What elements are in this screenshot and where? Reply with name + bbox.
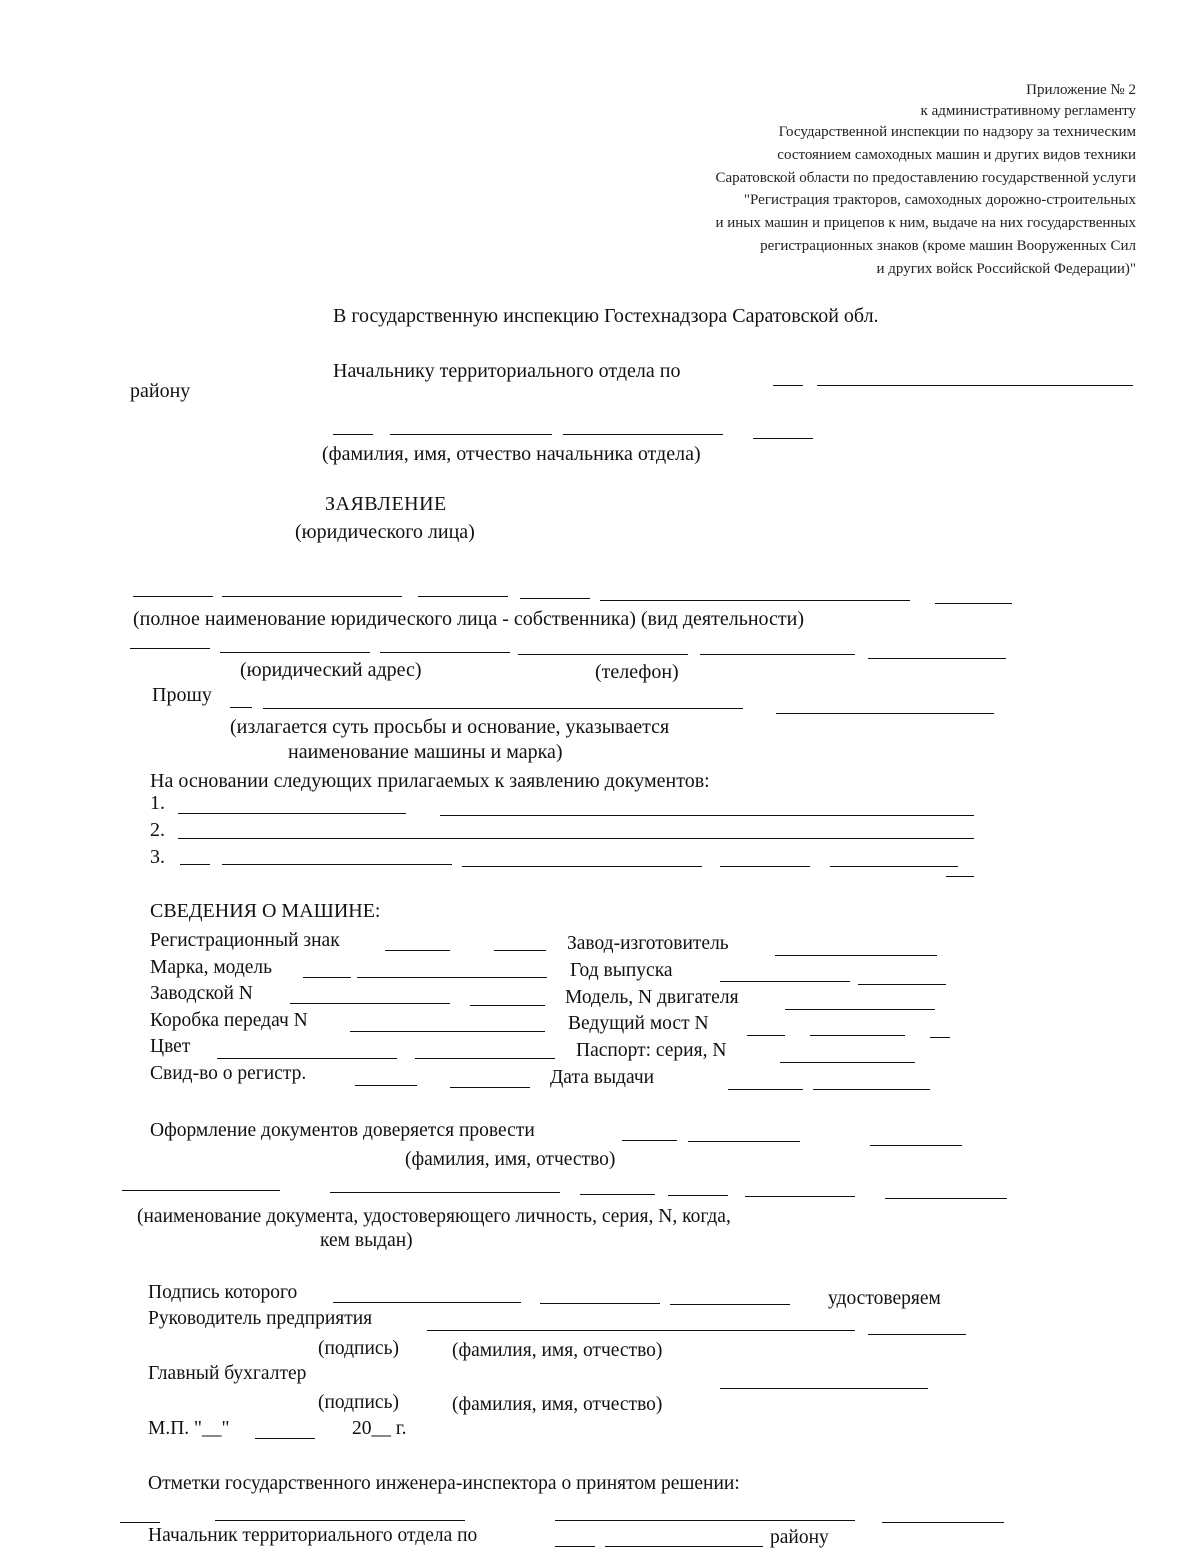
field-reg-certificate: Свид-во о регистр. (150, 1063, 307, 1084)
fill-line (180, 864, 210, 865)
fill-line (390, 434, 552, 435)
fill-line (622, 1140, 677, 1141)
fill-line (440, 815, 974, 816)
fill-line (222, 864, 452, 865)
trust-text: Оформление документов доверяется провести (150, 1120, 535, 1141)
fill-line (775, 955, 937, 956)
field-axle: Ведущий мост N (568, 1013, 709, 1034)
fill-line (563, 434, 723, 435)
fill-line (858, 984, 946, 985)
trust-doc-hint: (наименование документа, удостоверяющего личность, серия, N, когда, (137, 1206, 731, 1227)
addressee-chief: Начальнику территориального отдела по (333, 360, 681, 382)
fill-line (355, 1085, 417, 1086)
seal-date-label: М.П. "__" (148, 1418, 230, 1439)
fill-line (946, 876, 974, 877)
fill-line (868, 1334, 966, 1335)
fill-line (120, 1522, 160, 1523)
head-label: Руководитель предприятия (148, 1308, 373, 1329)
fill-line (930, 1037, 950, 1038)
request-label: Прошу (152, 684, 212, 706)
fill-line (720, 981, 850, 982)
fill-line (333, 1302, 521, 1303)
field-year: Год выпуска (570, 960, 673, 981)
fill-line (462, 866, 702, 867)
fill-line (178, 813, 406, 814)
inspector-district-label: району (770, 1527, 829, 1548)
fio-hint: (фамилия, имя, отчество) (452, 1394, 663, 1415)
fill-line (830, 866, 958, 867)
fill-line (418, 596, 508, 597)
fill-line (222, 596, 402, 597)
request-hint: (излагается суть просьбы и основание, указывается (230, 716, 670, 738)
fill-line (605, 1546, 763, 1547)
fill-line (785, 1009, 935, 1010)
fill-line (817, 385, 1133, 386)
owner-name-hint: (полное наименование юридического лица - собственника) (вид деятельности) (133, 608, 804, 630)
fill-line (813, 1089, 930, 1090)
fill-line (773, 385, 803, 386)
doc-number: 3. (150, 846, 165, 868)
addressee-inspection: В государственную инспекцию Гостехнадзора Саратовской обл. (333, 305, 879, 327)
sign-hint: (подпись) (318, 1338, 399, 1359)
field-gearbox: Коробка передач N (150, 1010, 308, 1031)
fill-line (130, 648, 210, 649)
fill-line (720, 1388, 928, 1389)
fill-line (810, 1035, 905, 1036)
fill-line (780, 1062, 915, 1063)
fill-line (427, 1330, 855, 1331)
fill-line (230, 707, 252, 708)
document-subtitle: (юридического лица) (295, 521, 475, 543)
field-manufacturer: Завод-изготовитель (567, 933, 729, 954)
fill-line (450, 1087, 530, 1088)
appendix-line: Саратовской области по предоставлению государственной услуги (715, 170, 1136, 186)
fill-line (555, 1520, 855, 1521)
fill-line (133, 596, 213, 597)
addressee-district: району (130, 380, 191, 402)
chief-name-hint: (фамилия, имя, отчество начальника отдела) (322, 443, 701, 465)
fio-hint: (фамилия, имя, отчество) (452, 1340, 663, 1361)
fill-line (350, 1031, 545, 1032)
fill-line (885, 1198, 1007, 1199)
field-engine: Модель, N двигателя (565, 987, 739, 1008)
fill-line (178, 838, 974, 839)
appendix-line: и других войск Российской Федерации)" (876, 261, 1136, 277)
fill-line (494, 950, 546, 951)
owner-phone-hint: (телефон) (595, 661, 679, 683)
field-color: Цвет (150, 1036, 191, 1057)
fill-line (688, 1141, 800, 1142)
fill-line (776, 713, 994, 714)
certify-label: удостоверяем (828, 1288, 941, 1309)
fill-line (747, 1035, 785, 1036)
trust-fio-hint: (фамилия, имя, отчество) (405, 1149, 616, 1170)
fill-line (868, 658, 1006, 659)
accountant-label: Главный бухгалтер (148, 1363, 307, 1384)
fill-line (357, 977, 547, 978)
machine-heading: СВЕДЕНИЯ О МАШИНЕ: (150, 900, 381, 922)
fill-line (217, 1058, 397, 1059)
fill-line (555, 1546, 595, 1547)
year-label: 20__ г. (352, 1418, 407, 1439)
fill-line (882, 1522, 1004, 1523)
fill-line (745, 1196, 855, 1197)
fill-line (870, 1145, 962, 1146)
fill-line (380, 652, 510, 653)
document-title: ЗАЯВЛЕНИЕ (325, 493, 447, 515)
fill-line (540, 1303, 660, 1304)
fill-line (720, 866, 810, 867)
fill-line (363, 708, 743, 709)
fill-line (753, 438, 813, 439)
fill-line (220, 652, 370, 653)
fill-line (303, 977, 351, 978)
field-issue-date: Дата выдачи (550, 1067, 655, 1088)
fill-line (330, 1192, 560, 1193)
fill-line (728, 1089, 803, 1090)
doc-number: 2. (150, 819, 165, 841)
fill-line (263, 708, 363, 709)
field-make-model: Марка, модель (150, 957, 273, 978)
appendix-line: Государственной инспекции по надзору за техническим (778, 124, 1136, 140)
fill-line (580, 1194, 655, 1195)
fill-line (385, 950, 450, 951)
appendix-line: и иных машин и прицепов к ним, выдаче на них государственных (715, 215, 1136, 231)
fill-line (215, 1520, 465, 1521)
fill-line (600, 600, 910, 601)
fill-line (670, 1304, 790, 1305)
inspector-chief-label: Начальник территориального отдела по (148, 1525, 478, 1546)
fill-line (470, 1005, 545, 1006)
doc-number: 1. (150, 792, 165, 814)
fill-line (520, 598, 590, 599)
fill-line (122, 1190, 280, 1191)
fill-line (255, 1438, 315, 1439)
appendix-line: состоянием самоходных машин и других видов техники (777, 147, 1136, 163)
owner-address-hint: (юридический адрес) (240, 659, 422, 681)
fill-line (935, 603, 1012, 604)
signature-of-label: Подпись которого (148, 1282, 298, 1303)
appendix-line: "Регистрация тракторов, самоходных дорожно-строительных (743, 192, 1136, 208)
fill-line (415, 1058, 555, 1059)
sign-hint: (подпись) (318, 1392, 399, 1413)
field-serial: Заводской N (150, 983, 253, 1004)
fill-line (290, 1003, 450, 1004)
docs-intro: На основании следующих прилагаемых к заявлению документов: (150, 770, 710, 792)
appendix-line: Приложение № 2 (1026, 82, 1136, 98)
inspector-marks: Отметки государственного инженера-инспектора о принятом решении: (148, 1473, 740, 1494)
field-reg-plate: Регистрационный знак (150, 930, 340, 951)
appendix-line: к административному регламенту (920, 103, 1136, 119)
fill-line (668, 1195, 728, 1196)
trust-doc-hint: кем выдан) (320, 1230, 413, 1251)
request-hint: наименование машины и марка) (288, 741, 563, 763)
appendix-line: регистрационных знаков (кроме машин Вооруженных Сил (760, 238, 1136, 254)
fill-line (518, 654, 688, 655)
fill-line (333, 434, 373, 435)
fill-line (700, 654, 855, 655)
field-passport: Паспорт: серия, N (576, 1040, 727, 1061)
